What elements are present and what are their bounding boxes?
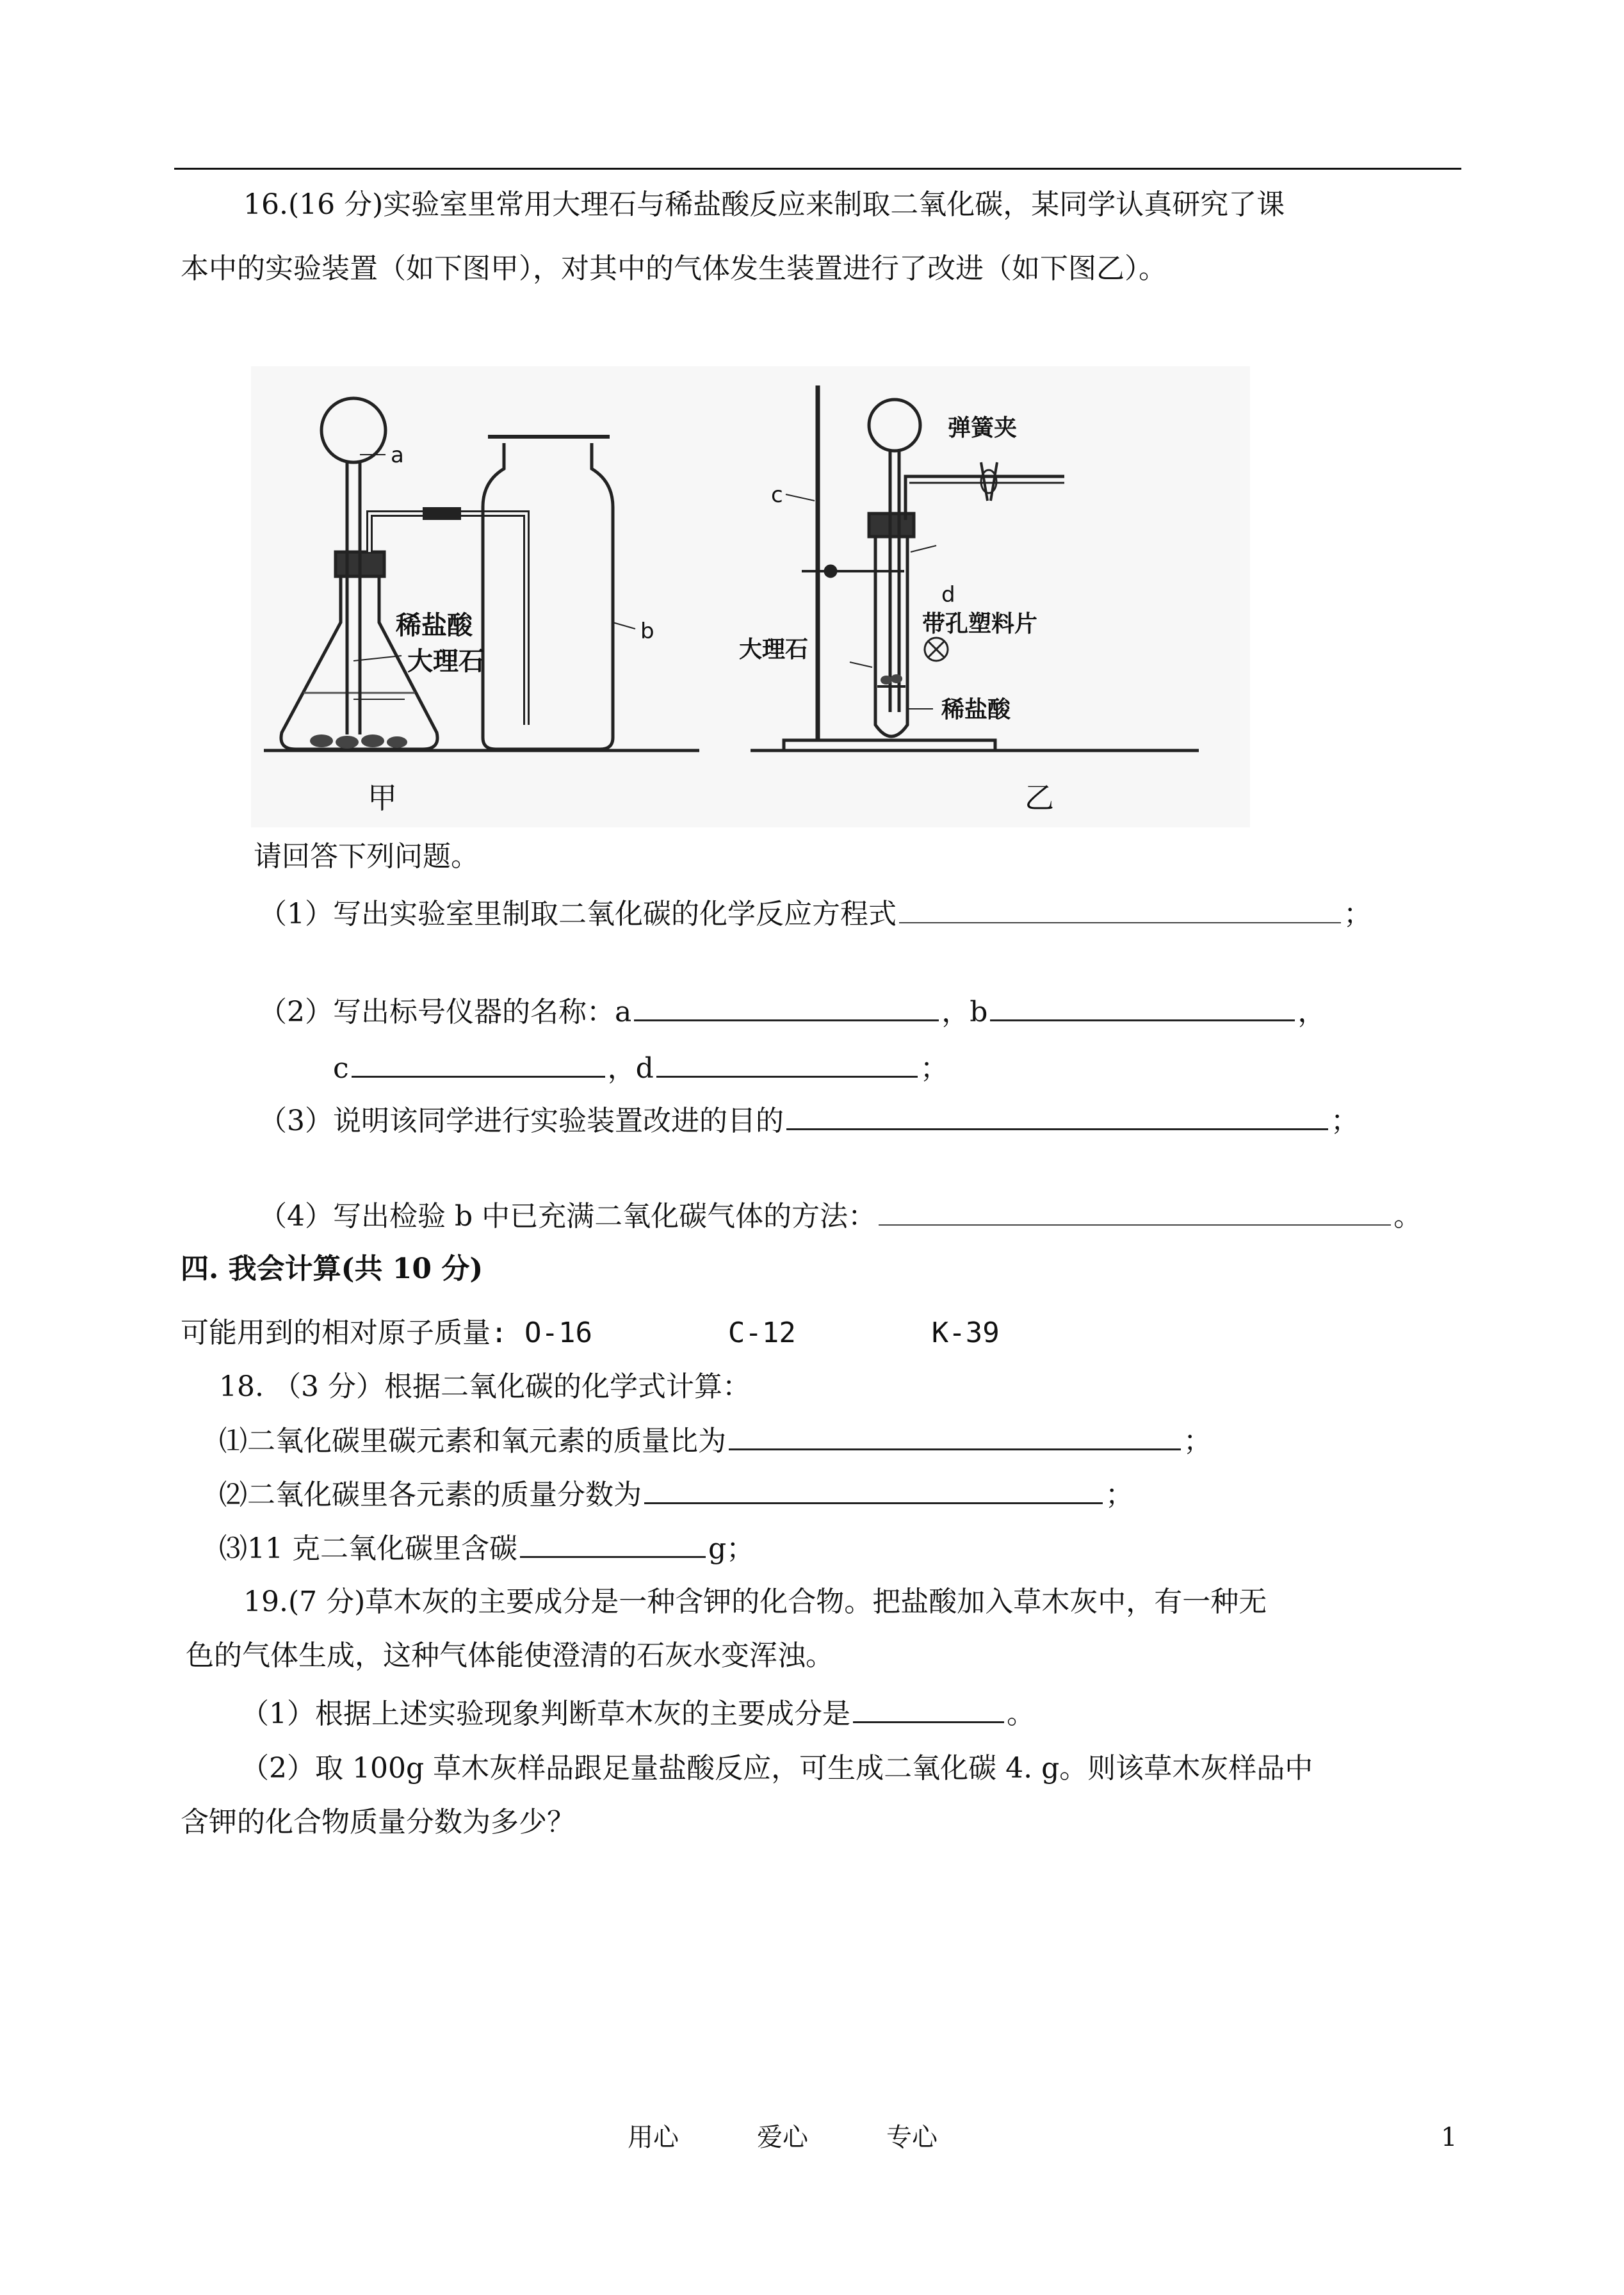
caption-yi: 乙 — [1025, 781, 1054, 815]
rubber-connector — [423, 507, 461, 520]
q16-part2-line2: c ，d ； — [333, 1050, 948, 1087]
label-d: d — [941, 582, 955, 608]
right-marble-label: 大理石 — [739, 637, 809, 663]
q16-part1: （1）写出实验室里制取二氧化碳的化学反应方程式 ； — [259, 898, 1372, 930]
answer-blank-b[interactable] — [990, 994, 1295, 1021]
answer-blank-d[interactable] — [656, 1050, 918, 1078]
page-number: 1 — [1441, 2123, 1458, 2152]
left-marble-label: 大理石 — [407, 647, 484, 676]
header-rule — [174, 168, 1461, 170]
q16-p1-answer-blank[interactable] — [899, 896, 1341, 923]
apparatus-figure — [251, 366, 1250, 827]
label-c: c — [771, 482, 783, 508]
q16-p3-answer-blank[interactable] — [786, 1103, 1328, 1130]
q18-part1: ⑴二氧化碳里碳元素和氧元素的质量比为 ； — [219, 1423, 1212, 1459]
q18-head: 18. （3 分）根据二氧化碳的化学式计算： — [219, 1370, 751, 1403]
q19-part2-line2: 含钾的化合物质量分数为多少？ — [181, 1806, 575, 1838]
q16-intro-line1: 16.(16 分)实验室里常用大理石与稀盐酸反应来制取二氧化碳，某同学认真研究了课 — [243, 188, 1285, 221]
label-b: b — [640, 619, 654, 644]
atomic-masses: 可能用到的相对原子质量: O-16 C-12 K-39 — [181, 1317, 1000, 1349]
label-a: a — [391, 442, 404, 468]
q16-p4-answer-blank[interactable] — [879, 1199, 1391, 1226]
clip-label: 弹簧夹 — [948, 415, 1018, 441]
q18-p1-answer-blank[interactable] — [729, 1423, 1181, 1450]
footer-left: 用心 — [628, 2123, 679, 2152]
q19-line2: 色的气体生成，这种气体能使澄清的石灰水变浑浊。 — [186, 1639, 834, 1672]
footer-middle: 爱心 — [757, 2123, 808, 2152]
footer-right: 专心 — [886, 2123, 938, 2152]
q18-part3: ⑶11 克二氧化碳里含碳 g； — [219, 1530, 754, 1567]
answer-blank-a[interactable] — [634, 994, 939, 1021]
q16-intro-line2: 本中的实验装置（如下图甲），对其中的气体发生装置进行了改进（如下图乙）。 — [181, 252, 1167, 285]
q18-p3-answer-blank[interactable] — [520, 1530, 706, 1558]
caption-jia: 甲 — [368, 781, 397, 815]
plastic-disk-label: 带孔塑料片 — [922, 611, 1038, 637]
q16-part2-line1: （2）写出标号仪器的名称：a ，b ， — [259, 994, 1326, 1030]
q19-part1: （1）根据上述实验现象判断草木灰的主要成分是 。 — [241, 1696, 1035, 1732]
q16-prompt: 请回答下列问题。 — [254, 840, 479, 873]
q19-line1: 19.(7 分)草木灰的主要成分是一种含钾的化合物。把盐酸加入草木灰中，有一种无 — [243, 1585, 1267, 1618]
q18-part2: ⑵二氧化碳里各元素的质量分数为 ； — [219, 1477, 1133, 1513]
q18-p2-answer-blank[interactable] — [644, 1477, 1103, 1504]
section4-title: 四. 我会计算(共 10 分) — [181, 1253, 483, 1285]
q19-p1-answer-blank[interactable] — [853, 1696, 1004, 1723]
left-acid-label: 稀盐酸 — [396, 611, 473, 640]
right-acid-label: 稀盐酸 — [941, 697, 1011, 723]
q16-part4: （4）写出检验 b 中已充满二氧化碳气体的方法： 。 — [259, 1200, 1422, 1233]
answer-blank-c[interactable] — [352, 1050, 605, 1078]
q19-part2-line1: （2）取 100g 草木灰样品跟足量盐酸反应，可生成二氧化碳 4. g。则该草木灰样品中 — [241, 1752, 1313, 1785]
q16-part3: （3）说明该同学进行实验装置改进的目的 ； — [259, 1103, 1359, 1139]
